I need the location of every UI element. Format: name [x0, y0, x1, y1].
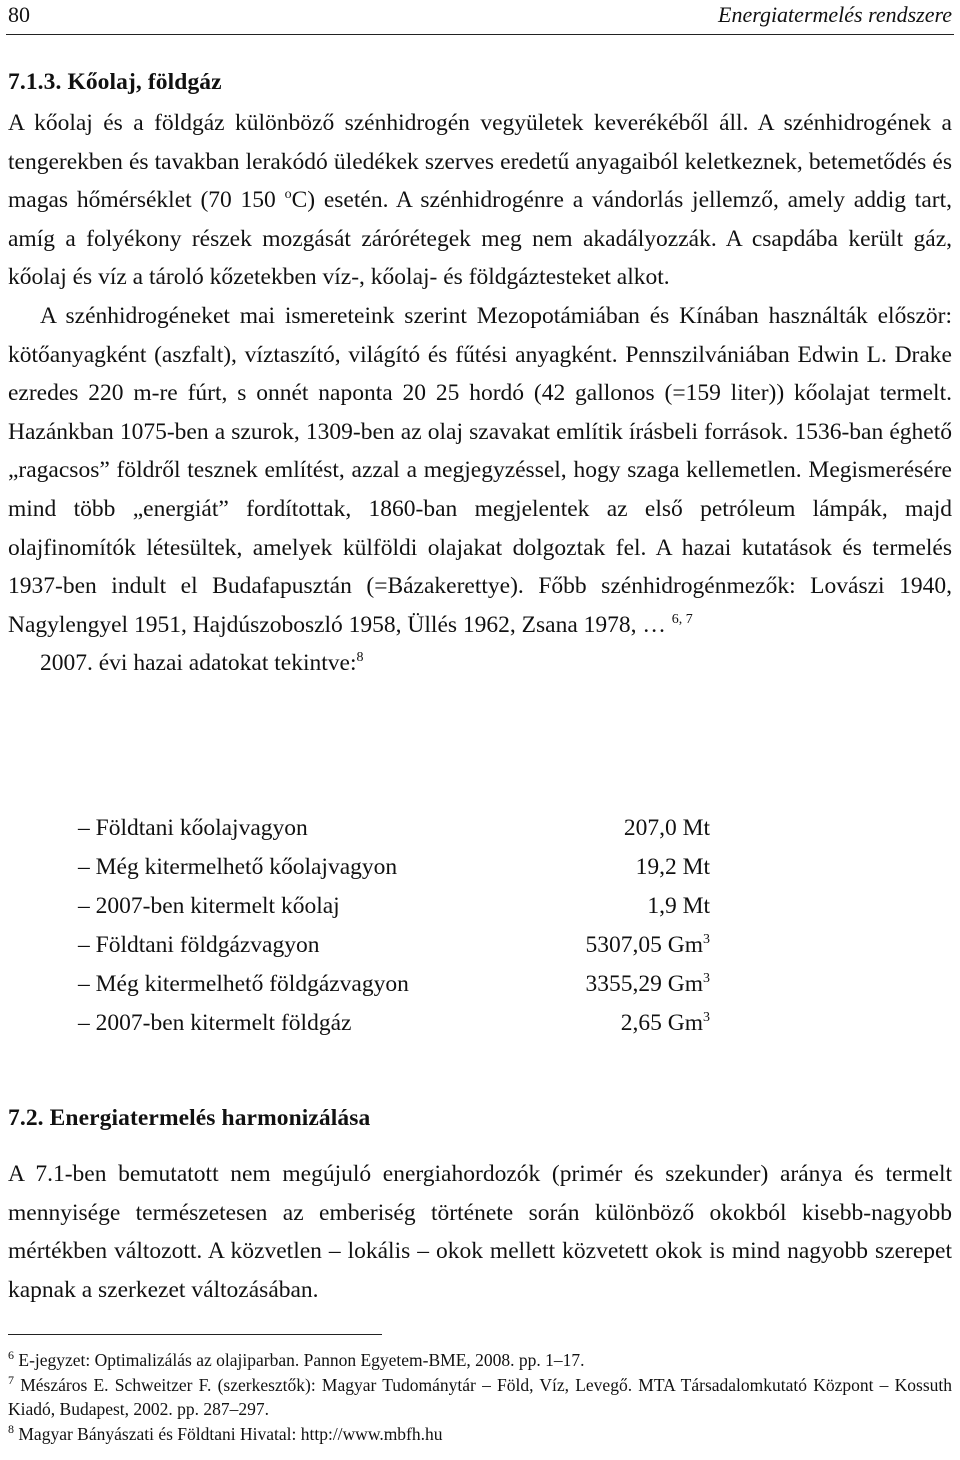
footnote-7	[8, 1373, 952, 1422]
section-heading-7-2: 7.2. Energiatermelés harmonizálása	[8, 1105, 371, 1131]
data-value: 207,0 Mt	[623, 815, 710, 841]
data-row	[78, 893, 718, 931]
data-label: – 2007-ben kitermelt földgáz	[78, 1010, 352, 1036]
footnote-rule	[8, 1334, 382, 1335]
footnotes	[8, 1348, 952, 1446]
paragraph-1	[8, 104, 952, 297]
footnote-text: Magyar Bányászati és Földtani Hivatal: http://www.mbfh.hu	[14, 1423, 443, 1444]
data-row	[78, 971, 718, 1009]
header-rule	[6, 34, 954, 35]
paragraph-1-text-b: C) esetén. A szénhidrogénre a vándorlás jellemző, amely addig tart, amíg a folyékony részek mozgását zárórétegek meg nem akadályozzák. A csapdába került gáz, kőolaj és víz a tároló kőzetekben víz-, kőolaj- és földgáztesteket alkot.	[8, 187, 952, 291]
data-row	[78, 854, 718, 892]
section-body-7-1-3	[8, 104, 952, 683]
data-row	[78, 932, 718, 970]
footnote-ref-8: 8	[356, 650, 364, 666]
data-value: 19,2 Mt	[635, 854, 710, 880]
paragraph-2	[8, 297, 952, 644]
data-label: – Még kitermelhető földgázvagyon	[78, 971, 409, 997]
degree-superscript: o	[284, 187, 292, 203]
data-label: – Még kitermelhető kőolajvagyon	[78, 854, 398, 880]
footnote-text: Mészáros E. Schweitzer F. (szerkesztők): Magyar Tudománytár – Föld, Víz, Levegő. MTA Társadalomkutató Központ – Kossuth Kiadó, Budapest, 2002. pp. 287–297.	[8, 1374, 952, 1419]
data-row	[78, 1010, 718, 1048]
paragraph-7-2: A 7.1-ben bemutatott nem megújuló energiahordozók (primér és szekunder) aránya és termelt mennyisége természetesen az emberiség története során különböző okokból kisebb-nagyobb mértékben változott. A közvetlen – lokális – okok mellett közvetett okok is mind nagyobb szerepet kapnak a szerkezet változásában.	[8, 1161, 952, 1303]
section-heading-7-1-3: 7.1.3. Kőolaj, földgáz	[8, 69, 222, 95]
paragraph-1-text-a: A kőolaj és a földgáz különböző szénhidrogén vegyületek keverékéből áll. A szénhidrogének a tengerekben és tavakban lerakódó üledékek szerves eredetű anyagaiból keletkeznek, betemetődés és magas hőmérséklet (70 150	[8, 110, 952, 214]
page-number: 80	[8, 2, 30, 27]
data-value: 1,9 Mt	[647, 893, 710, 919]
paragraph-3	[8, 644, 952, 683]
paragraph-3-text: 2007. évi hazai adatokat tekintve:	[40, 650, 357, 677]
paragraph-2-text: A szénhidrogéneket mai ismereteink szerint Mezopotámiában és Kínában használták először: kötőanyagként (aszfalt), víztaszító, világító és fűtési anyagként. Pennszilvániában Edwin L. Drake ezredes 220 m-re fúrt, s onnét naponta 20 25 hordó (42 gallonos (=159 liter)) kőolajat termelt. Hazánkban 1075-ben a szurok, 1309-ben az olaj szavakat említik írásbeli források. 1536-ban éghető „ragacsos” földről tesznek említést, azzal a megjegyzéssel, hogy szaga kellemetlen. Megismerésére mind több „energiát” fordítottak, 1860-ban megjelentek az első petróleum lámpák, majd olajfinomítók létesültek, amelyek külföldi olajakat dolgoztak fel. A hazai kutatások és termelés 1937-ben indult el Budafapusztán (=Bázakerettye). Főbb szénhidrogénmezők: Lovászi 1940, Nagylengyel 1951, Hajdúszoboszló 1958, Üllés 1962, Zsana 1978, …	[8, 302, 952, 638]
data-label: – Földtani kőolajvagyon	[78, 815, 308, 841]
data-label: – Földtani földgázvagyon	[78, 932, 320, 958]
data-value: 2,65 Gm$^3$	[620, 1010, 710, 1036]
data-label: – 2007-ben kitermelt kőolaj	[78, 893, 340, 919]
data-value: 3355,29 Gm$^3$	[585, 971, 710, 997]
footnote-mark: 8	[8, 1421, 14, 1436]
footnote-8	[8, 1422, 952, 1447]
footnote-text: E-jegyzet: Optimalizálás az olajiparban. Pannon Egyetem-BME, 2008. pp. 1–17.	[14, 1350, 585, 1370]
footnote-mark: 6	[8, 1348, 14, 1362]
footnote-ref-6-7: 6, 7	[671, 611, 693, 627]
data-value: 5307,05 Gm$^3$	[585, 932, 710, 958]
footnote-mark: 7	[8, 1372, 14, 1387]
data-row	[78, 815, 718, 853]
section-body-7-2	[8, 1155, 952, 1309]
page-header	[8, 0, 952, 34]
footnote-6	[8, 1348, 952, 1373]
running-title: Energiatermelés rendszere	[718, 2, 952, 27]
